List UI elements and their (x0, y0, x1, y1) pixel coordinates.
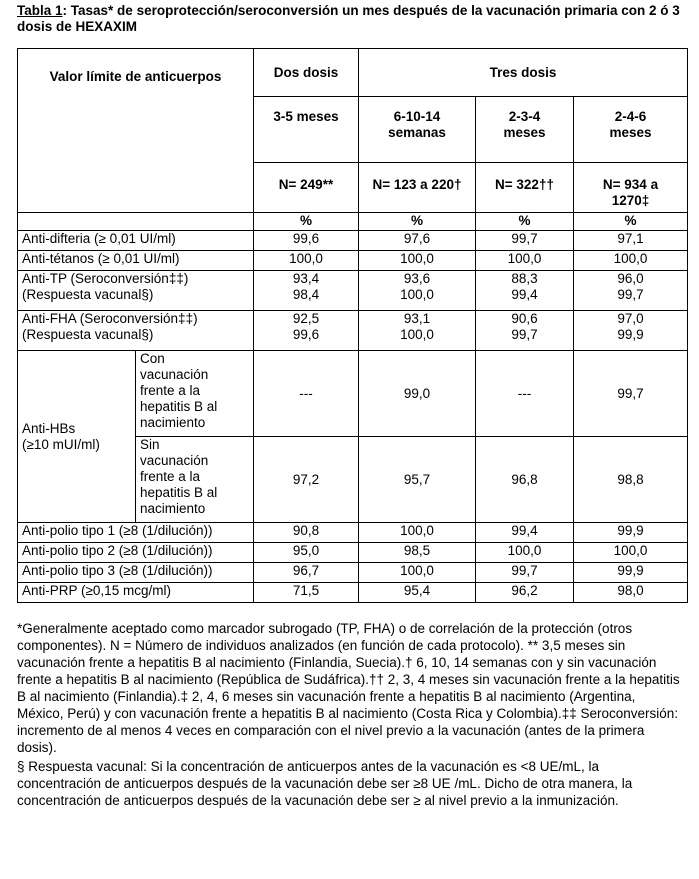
header-pct-4: % (574, 213, 688, 231)
table-cell: 99,7 (574, 351, 688, 437)
table-cell: 92,5 99,6 (254, 311, 359, 351)
table-cell: 95,7 (359, 437, 476, 523)
header-empty (18, 213, 254, 231)
table-row (18, 351, 688, 437)
header-n-1: N= 249** (254, 163, 359, 213)
table-cell: 97,1 (574, 231, 688, 251)
row-label: Anti-polio tipo 2 (≥8 (1/dilución)) (18, 543, 254, 563)
header-n-2: N= 123 a 220† (359, 163, 476, 213)
table-cell: 100,0 (359, 563, 476, 583)
table-cell: 97,6 (359, 231, 476, 251)
table-cell: 100,0 (359, 251, 476, 271)
table-cell: 99,0 (359, 351, 476, 437)
table-caption (17, 3, 687, 35)
table-row (18, 311, 688, 351)
table-cell: 93,6 100,0 (359, 271, 476, 311)
caption-label: Tabla 1 (17, 3, 63, 18)
header-schedule-4: 2-4-6 meses (574, 97, 688, 163)
row-label: Anti-TP (Seroconversión‡‡) (Respuesta vacunal§) (18, 271, 254, 311)
table-cell: 96,0 99,7 (574, 271, 688, 311)
table-cell: 99,7 (476, 231, 574, 251)
table-cell: 97,0 99,9 (574, 311, 688, 351)
table-cell: 90,8 (254, 523, 359, 543)
table-cell: 100,0 (254, 251, 359, 271)
table-cell: 99,9 (574, 563, 688, 583)
table-cell: 90,6 99,7 (476, 311, 574, 351)
table-cell: 99,4 (476, 523, 574, 543)
table-cell: 97,2 (254, 437, 359, 523)
table-row (18, 251, 688, 271)
table-cell: 100,0 (574, 543, 688, 563)
table-cell: 95,0 (254, 543, 359, 563)
table-cell: 98,5 (359, 543, 476, 563)
table-cell: 99,9 (574, 523, 688, 543)
header-two-doses: Dos dosis (254, 49, 359, 97)
row-label: Anti-HBs (≥10 mUI/ml) (18, 351, 136, 523)
table-row (18, 543, 688, 563)
table-cell: 96,2 (476, 583, 574, 603)
table-cell: 88,3 99,4 (476, 271, 574, 311)
table-cell: 100,0 (359, 523, 476, 543)
header-n-3: N= 322†† (476, 163, 574, 213)
table-row (18, 231, 688, 251)
header-schedule-3: 2-3-4 meses (476, 97, 574, 163)
table-cell: 96,8 (476, 437, 574, 523)
header-threshold: Valor límite de anticuerpos (18, 49, 254, 213)
header-pct-3: % (476, 213, 574, 231)
sub-row-label: Con vacunación frente a la hepatitis B al nacimiento (136, 351, 254, 437)
table-cell: 99,7 (476, 563, 574, 583)
table-row (18, 523, 688, 543)
row-label: Anti-polio tipo 1 (≥8 (1/dilución)) (18, 523, 254, 543)
table-row (18, 563, 688, 583)
table-cell: 93,4 98,4 (254, 271, 359, 311)
table-cell: 99,6 (254, 231, 359, 251)
header-three-doses: Tres dosis (359, 49, 688, 97)
table-cell: 71,5 (254, 583, 359, 603)
table-cell: 100,0 (476, 251, 574, 271)
table-cell: 93,1 100,0 (359, 311, 476, 351)
row-label: Anti-tétanos (≥ 0,01 UI/ml) (18, 251, 254, 271)
header-schedule-1: 3-5 meses (254, 97, 359, 163)
header-pct-1: % (254, 213, 359, 231)
table-row (18, 583, 688, 603)
sub-row-label: Sin vacunación frente a la hepatitis B al nacimiento (136, 437, 254, 523)
row-label: Anti-FHA (Seroconversión‡‡) (Respuesta vacunal§) (18, 311, 254, 351)
row-label: Anti-difteria (≥ 0,01 UI/ml) (18, 231, 254, 251)
table-row (18, 271, 688, 311)
table-cell: 96,7 (254, 563, 359, 583)
table-cell: 100,0 (476, 543, 574, 563)
footnotes (17, 620, 685, 811)
caption-text: : Tasas* de seroprotección/seroconversión un mes después de la vacunación primaria con 2 ó 3 dosis de HEXAXIM (17, 3, 680, 34)
row-label: Anti-polio tipo 3 (≥8 (1/dilución)) (18, 563, 254, 583)
results-table (17, 48, 688, 603)
footnote-definitions: *Generalmente aceptado como marcador subrogado (TP, FHA) o de correlación de la protección (otros componentes). N = Número de individuos analizados (en función de cada protocolo). ** 3,5 meses sin vacunación frente a hepatitis B al nacimiento (Finlandia, Suecia).† 6, 10, 14 semanas con y sin vacunación frente a hepatitis B al nacimiento (República de Sudáfrica).†† 2, 3, 4 meses sin vacunación frente a la hepatitis B al nacimiento (Finlandia).‡ 2, 4, 6 meses sin vacunación frente a hepatitis B al nacimiento (Argentina, México, Perú) y con vacunación frente a hepatitis B al nacimiento (Costa Rica y Colombia).‡‡ Seroconversión: incremento de al menos 4 veces en comparación con el nivel previo a la vacunación (antes de la primera dosis). (17, 621, 680, 755)
header-n-4: N= 934 a 1270‡ (574, 163, 688, 213)
table-cell: --- (476, 351, 574, 437)
header-pct-2: % (359, 213, 476, 231)
header-schedule-2: 6-10-14 semanas (359, 97, 476, 163)
footnote-vaccine-response: § Respuesta vacunal: Si la concentración de anticuerpos antes de la vacunación es <8 UE/mL, la concentración de anticuerpos después de la vacunación debe ser ≥8 UE /mL. Dicho de otra manera, la concentración de anticuerpos después de la vacunación debe ser ≥ al nivel previo a la inmunización. (17, 759, 633, 808)
table-cell: 95,4 (359, 583, 476, 603)
table-cell: 98,0 (574, 583, 688, 603)
table-cell: 98,8 (574, 437, 688, 523)
table-cell: --- (254, 351, 359, 437)
table-cell: 100,0 (574, 251, 688, 271)
row-label: Anti-PRP (≥0,15 mcg/ml) (18, 583, 254, 603)
